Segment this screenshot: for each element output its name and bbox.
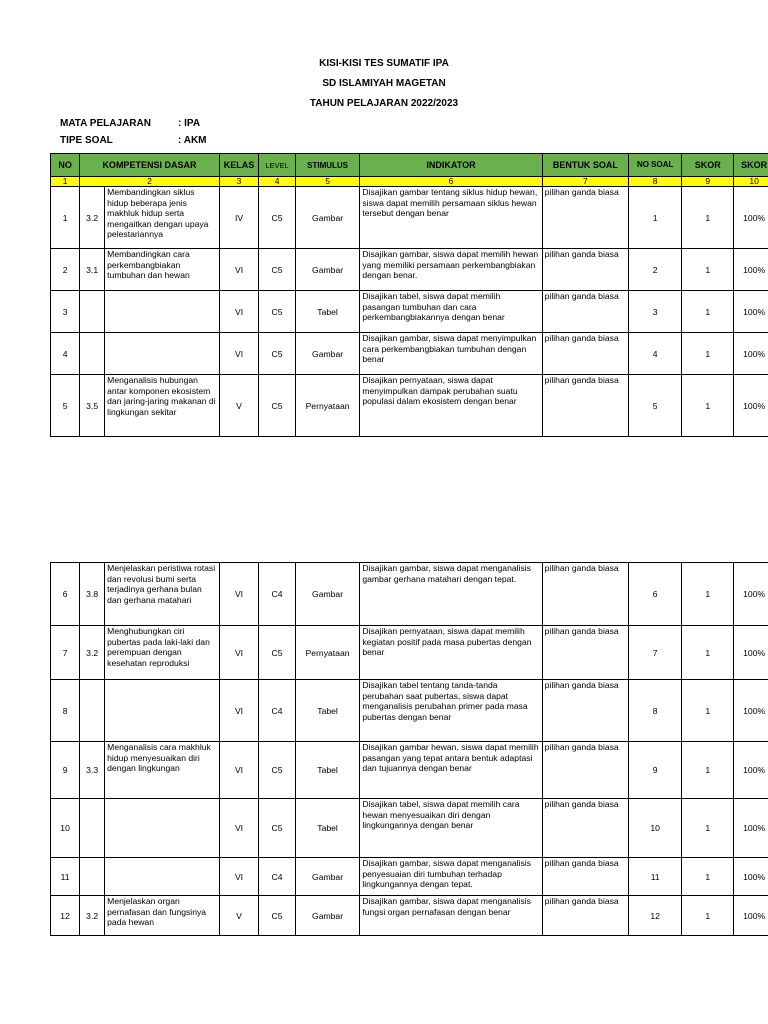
subject-label: MATA PELAJARAN — [60, 118, 151, 129]
kelas-cell: IV — [219, 187, 259, 249]
kd-code: 3.2 — [80, 187, 105, 249]
bentuk-soal-cell: pilihan ganda biasa — [542, 626, 628, 680]
column-number-row — [51, 177, 768, 187]
skor-persen-cell: 100% — [734, 563, 768, 626]
stimulus-cell: Pernyataan — [295, 626, 360, 680]
kd-text: Menghubungkan ciri pubertas pada laki-laki dan perempuan dengan kesehatan reproduksi — [105, 626, 220, 680]
column-number: 2 — [80, 177, 220, 187]
stimulus-cell: Gambar — [295, 333, 360, 375]
column-header-level: LEVEL — [259, 154, 295, 177]
table-row — [51, 563, 768, 626]
bentuk-soal-cell: pilihan ganda biasa — [542, 291, 628, 333]
level-cell: C5 — [259, 291, 295, 333]
level-cell: C5 — [259, 249, 295, 291]
kelas-cell: VI — [219, 291, 259, 333]
column-header-kelas: KELAS — [219, 154, 259, 177]
table-row — [51, 742, 768, 799]
bentuk-soal-cell: pilihan ganda biasa — [542, 896, 628, 936]
no-soal-cell: 2 — [629, 249, 682, 291]
kd-text — [105, 799, 220, 858]
kelas-cell: VI — [219, 249, 259, 291]
row-number: 12 — [51, 896, 80, 936]
kd-code: 3.2 — [80, 896, 105, 936]
no-soal-cell: 9 — [629, 742, 682, 799]
level-cell: C5 — [259, 742, 295, 799]
kd-text — [105, 333, 220, 375]
column-header-skor: SKOR — [682, 154, 734, 177]
column-number: 10 — [734, 177, 768, 187]
level-cell: C5 — [259, 187, 295, 249]
kd-code — [80, 799, 105, 858]
bentuk-soal-cell: pilihan ganda biasa — [542, 249, 628, 291]
skor-cell: 1 — [682, 680, 734, 742]
no-soal-cell: 10 — [629, 799, 682, 858]
skor-persen-cell: 100% — [734, 680, 768, 742]
indikator-cell: Disajikan gambar tentang siklus hidup hewan, siswa dapat memilih persamaan siklus hewan tersebut dengan benar — [360, 187, 542, 249]
kd-code: 3.5 — [80, 375, 105, 437]
skor-persen-cell: 100% — [734, 187, 768, 249]
stimulus-cell: Tabel — [295, 680, 360, 742]
level-cell: C4 — [259, 858, 295, 896]
skor-cell: 1 — [682, 187, 734, 249]
level-cell: C5 — [259, 375, 295, 437]
kd-text: Menganalisis cara makhluk hidup menyesuaikan diri dengan lingkungan — [105, 742, 220, 799]
subject-value: : IPA — [178, 118, 201, 129]
skor-persen-cell: 100% — [734, 333, 768, 375]
bentuk-soal-cell: pilihan ganda biasa — [542, 563, 628, 626]
column-number: 4 — [259, 177, 295, 187]
kd-code — [80, 291, 105, 333]
kelas-cell: VI — [219, 799, 259, 858]
indikator-cell: Disajikan gambar, siswa dapat menganalisis fungsi organ pernafasan dengan benar — [360, 896, 542, 936]
kelas-cell: VI — [219, 680, 259, 742]
no-soal-cell: 1 — [629, 187, 682, 249]
table-row — [51, 291, 768, 333]
stimulus-cell: Pernyataan — [295, 375, 360, 437]
row-number: 8 — [51, 680, 80, 742]
kd-text — [105, 858, 220, 896]
stimulus-cell: Gambar — [295, 187, 360, 249]
stimulus-cell: Gambar — [295, 896, 360, 936]
row-number: 4 — [51, 333, 80, 375]
column-number: 7 — [542, 177, 628, 187]
kd-code — [80, 680, 105, 742]
column-number: 9 — [682, 177, 734, 187]
no-soal-cell: 8 — [629, 680, 682, 742]
kd-code — [80, 858, 105, 896]
no-soal-cell: 12 — [629, 896, 682, 936]
kd-text — [105, 291, 220, 333]
stimulus-cell: Gambar — [295, 563, 360, 626]
indikator-cell: Disajikan pernyataan, siswa dapat memilih kegiatan positif pada masa pubertas dengan benar — [360, 626, 542, 680]
column-number: 3 — [219, 177, 259, 187]
stimulus-cell: Tabel — [295, 742, 360, 799]
stimulus-cell: Tabel — [295, 291, 360, 333]
stimulus-cell: Gambar — [295, 249, 360, 291]
kd-text: Membandingkan siklus hidup beberapa jenis makhluk hidup serta mengaitkan dengan upaya pelestariannya — [105, 187, 220, 249]
table-row — [51, 333, 768, 375]
skor-cell: 1 — [682, 249, 734, 291]
stimulus-cell: Gambar — [295, 858, 360, 896]
row-number: 6 — [51, 563, 80, 626]
indikator-cell: Disajikan gambar hewan, siswa dapat memilih pasangan yang tepat antara bentuk adaptasi dan tujuannya dengan benar — [360, 742, 542, 799]
skor-persen-cell: 100% — [734, 291, 768, 333]
column-header-stimulus: STIMULUS — [295, 154, 360, 177]
kd-text: Menjelaskan organ pernafasan dan fungsinya pada hewan — [105, 896, 220, 936]
bentuk-soal-cell: pilihan ganda biasa — [542, 799, 628, 858]
no-soal-cell: 4 — [629, 333, 682, 375]
skor-persen-cell: 100% — [734, 742, 768, 799]
table-row — [51, 249, 768, 291]
skor-cell: 1 — [682, 858, 734, 896]
skor-persen-cell: 100% — [734, 375, 768, 437]
doc-title: KISI-KISI TES SUMATIF IPA — [319, 58, 449, 69]
kd-code: 3.2 — [80, 626, 105, 680]
skor-cell: 1 — [682, 742, 734, 799]
no-soal-cell: 7 — [629, 626, 682, 680]
column-header-indikator: INDIKATOR — [360, 154, 542, 177]
grid-table-page-2 — [50, 562, 768, 936]
level-cell: C5 — [259, 626, 295, 680]
kd-code: 3.3 — [80, 742, 105, 799]
bentuk-soal-cell: pilihan ganda biasa — [542, 333, 628, 375]
bentuk-soal-cell: pilihan ganda biasa — [542, 858, 628, 896]
skor-cell: 1 — [682, 799, 734, 858]
column-header-no: NO — [51, 154, 80, 177]
skor-cell: 1 — [682, 563, 734, 626]
column-number: 8 — [629, 177, 682, 187]
no-soal-cell: 6 — [629, 563, 682, 626]
kd-code — [80, 333, 105, 375]
level-cell: C4 — [259, 563, 295, 626]
question-type-label: TIPE SOAL — [60, 135, 113, 146]
table-row — [51, 799, 768, 858]
kd-text: Menganalisis hubungan antar komponen ekosistem dan jaring-jaring makanan di lingkungan sekitar — [105, 375, 220, 437]
column-header-no-soal: NO SOAL — [629, 154, 682, 177]
table-row — [51, 187, 768, 249]
kelas-cell: VI — [219, 742, 259, 799]
kd-text — [105, 680, 220, 742]
table-row — [51, 858, 768, 896]
row-number: 2 — [51, 249, 80, 291]
row-number: 5 — [51, 375, 80, 437]
table-row — [51, 626, 768, 680]
no-soal-cell: 11 — [629, 858, 682, 896]
grid-table-page-1 — [50, 153, 768, 437]
level-cell: C5 — [259, 333, 295, 375]
column-header-skor-persen: SKOR — [734, 154, 768, 177]
bentuk-soal-cell: pilihan ganda biasa — [542, 680, 628, 742]
no-soal-cell: 5 — [629, 375, 682, 437]
column-number: 5 — [295, 177, 360, 187]
table-row — [51, 680, 768, 742]
skor-cell: 1 — [682, 375, 734, 437]
bentuk-soal-cell: pilihan ganda biasa — [542, 187, 628, 249]
skor-persen-cell: 100% — [734, 626, 768, 680]
row-number: 7 — [51, 626, 80, 680]
kelas-cell: V — [219, 375, 259, 437]
skor-persen-cell: 100% — [734, 858, 768, 896]
kelas-cell: VI — [219, 333, 259, 375]
kd-code: 3.8 — [80, 563, 105, 626]
bentuk-soal-cell: pilihan ganda biasa — [542, 742, 628, 799]
table-row — [51, 896, 768, 936]
row-number: 9 — [51, 742, 80, 799]
skor-persen-cell: 100% — [734, 249, 768, 291]
question-type-value: : AKM — [178, 135, 207, 146]
row-number: 1 — [51, 187, 80, 249]
skor-cell: 1 — [682, 333, 734, 375]
kd-text: Menjelaskan peristiwa rotasi dan revolusi bumi serta terjadinya gerhana bulan dan gerhana matahari — [105, 563, 220, 626]
table-row — [51, 375, 768, 437]
indikator-cell: Disajikan gambar, siswa dapat menyimpulkan cara perkembangbiakan tumbuhan dengan benar — [360, 333, 542, 375]
skor-cell: 1 — [682, 291, 734, 333]
stimulus-cell: Tabel — [295, 799, 360, 858]
academic-year: TAHUN PELAJARAN 2022/2023 — [309, 98, 459, 109]
skor-persen-cell: 100% — [734, 799, 768, 858]
indikator-cell: Disajikan gambar, siswa dapat memilih hewan yang memiliki persamaan perkembangbiakan dengan benar. — [360, 249, 542, 291]
indikator-cell: Disajikan tabel, siswa dapat memilih cara hewan menyesuaikan diri dengan lingkungannya dengan benar — [360, 799, 542, 858]
kelas-cell: VI — [219, 626, 259, 680]
kd-text: Membandingkan cara perkembangbiakan tumbuhan dan hewan — [105, 249, 220, 291]
kd-code: 3.1 — [80, 249, 105, 291]
kelas-cell: VI — [219, 858, 259, 896]
column-number: 6 — [360, 177, 542, 187]
row-number: 10 — [51, 799, 80, 858]
level-cell: C5 — [259, 896, 295, 936]
kelas-cell: VI — [219, 563, 259, 626]
skor-persen-cell: 100% — [734, 896, 768, 936]
skor-cell: 1 — [682, 626, 734, 680]
indikator-cell: Disajikan tabel tentang tanda-tanda perubahan saat pubertas, siswa dapat menganalisis perubahan primer pada masa pubertas dengan benar — [360, 680, 542, 742]
column-header-kompetensi-dasar: KOMPETENSI DASAR — [80, 154, 220, 177]
indikator-cell: Disajikan gambar, siswa dapat menganalisis gambar gerhana matahari dengan tepat. — [360, 563, 542, 626]
no-soal-cell: 3 — [629, 291, 682, 333]
kelas-cell: V — [219, 896, 259, 936]
level-cell: C4 — [259, 680, 295, 742]
column-header-bentuk-soal: BENTUK SOAL — [542, 154, 628, 177]
indikator-cell: Disajikan gambar, siswa dapat menganalisis penyesuaian diri tumbuhan terhadap lingkungannya dengan tepat. — [360, 858, 542, 896]
level-cell: C5 — [259, 799, 295, 858]
bentuk-soal-cell: pilihan ganda biasa — [542, 375, 628, 437]
row-number: 11 — [51, 858, 80, 896]
skor-cell: 1 — [682, 896, 734, 936]
column-number: 1 — [51, 177, 80, 187]
indikator-cell: Disajikan tabel, siswa dapat memilih pasangan tumbuhan dan cara perkembangbiakannya dengan benar — [360, 291, 542, 333]
header-row — [51, 154, 768, 177]
indikator-cell: Disajikan pernyataan, siswa dapat menyimpulkan dampak perubahan suatu populasi dalam ekosistem dengan benar — [360, 375, 542, 437]
school-name: SD ISLAMIYAH MAGETAN — [322, 78, 446, 89]
row-number: 3 — [51, 291, 80, 333]
